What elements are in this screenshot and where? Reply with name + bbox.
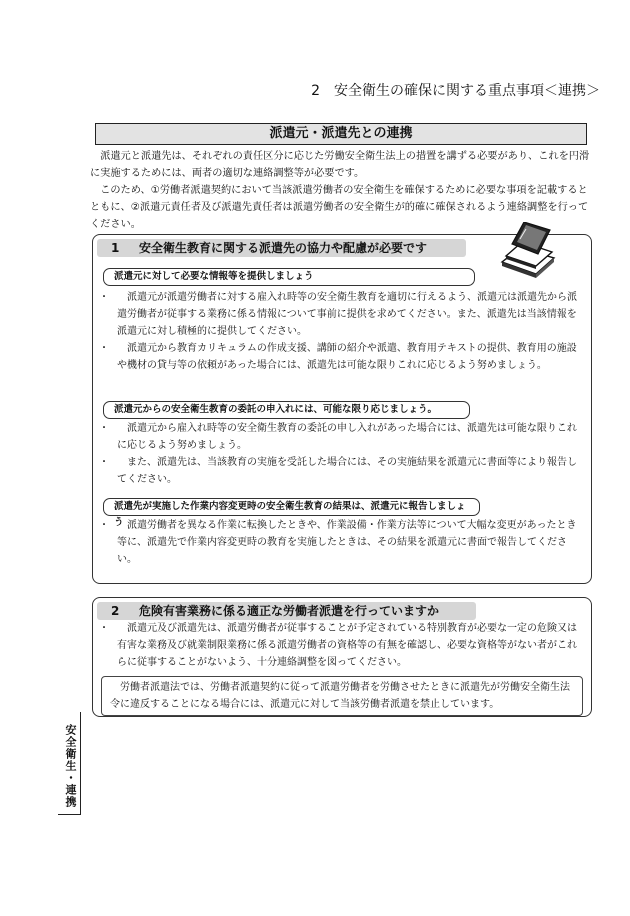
list-item-text: また、派遣先は、当該教育の実施を受託した場合には、その実施結果を派遣元に書面等により報告してください。 [117, 457, 577, 485]
list-item-text: 派遣元及び派遣先は、派遣労働者が従事することが予定されている特別教育が必要な一定の危険又は有害な業務及び就業制限業務に係る派遣労働者の資格等の有無を確認し、必要な資格等がない者がこれらに従事することがないよう、十分連絡調整を図ってください。 [117, 623, 577, 668]
section-number: 2 [111, 604, 120, 618]
legal-note: 労働者派遣法では、労働者派遣契約に従って派遣労働者を労働させたときに派遣先が労働安全衛生法令に違反することになる場合には、派遣元に対して当該労働者派遣を禁止しています。 [101, 676, 583, 716]
bullet-mark: ・ [99, 623, 109, 634]
section-title-text: 危険有害業務に係る適正な労働者派遣を行っていますか [139, 604, 440, 618]
list-item [99, 454, 581, 488]
bullet-mark: ・ [99, 423, 109, 434]
side-tab-mark [80, 712, 81, 718]
list-item-text: 派遣元から教育カリキュラムの作成支援、講師の紹介や派遣、教育用テキストの提供、教育用の施設や機材の貸与等の依頼があった場合には、派遣先は可能な限りこれに応じるよう努めましょう。 [117, 343, 577, 371]
list-item-text: 派遣労働者を異なる作業に転換したときや、作業設備・作業方法等について大幅な変更があったとき等に、派遣先で作業内容変更時の教育を実施したときは、その結果を派遣元に書面で報告してください。 [117, 520, 577, 565]
intro-paragraph: 派遣元と派遣先は、それぞれの責任区分に応じた労働安全衛生法上の措置を講ずる必要があり、これを円滑に実施するためには、両者の適切な連絡調整等が必要です。 [90, 151, 590, 179]
section-hazardous-work [92, 597, 592, 717]
bullet-list [99, 620, 581, 671]
bullet-list [99, 517, 581, 568]
side-tab [58, 716, 81, 815]
bullet-mark: ・ [99, 343, 109, 354]
section-title [97, 239, 466, 257]
list-item [99, 289, 581, 340]
subheading-report-results: 派遣先が実施した作業内容変更時の安全衛生教育の結果は、派遣元に報告しましょう [103, 498, 480, 516]
books-illustration [496, 222, 556, 278]
section-number: 1 [111, 241, 120, 255]
page-header: 2 安全衛生の確保に関する重点事項＜連携＞ [311, 83, 600, 99]
bullet-mark: ・ [99, 292, 109, 303]
section-title [97, 602, 476, 620]
list-item [99, 620, 581, 671]
list-item [99, 340, 581, 374]
subheading-provide-info: 派遣元に対して必要な情報等を提供しましょう [103, 268, 475, 286]
section-education-cooperation [92, 234, 592, 584]
bullet-mark: ・ [99, 457, 109, 468]
intro-text [90, 148, 590, 233]
bullet-mark: ・ [99, 520, 109, 531]
subheading-accept-consignment: 派遣元からの安全衛生教育の委託の申入れには、可能な限り応じましょう。 [103, 401, 470, 419]
intro-paragraph: このため、①労働者派遣契約において当該派遣労働者の安全衛生を確保するために必要な事項を記載するとともに、②派遣元責任者及び派遣先責任者は派遣労働者の安全衛生が的確に確保されるよう連絡調整を行ってください。 [90, 185, 589, 230]
side-tab-label: 安全衛生・連携 [64, 724, 77, 808]
bullet-list [99, 289, 581, 374]
page-title: 派遣元・派遣先との連携 [95, 123, 587, 145]
section-title-text: 安全衛生教育に関する派遣先の協力や配慮が必要です [139, 241, 428, 255]
list-item [99, 420, 581, 454]
list-item [99, 517, 581, 568]
list-item-text: 派遣元から雇入れ時等の安全衛生教育の委託の申し入れがあった場合には、派遣先は可能な限りこれに応じるよう努めましょう。 [117, 423, 577, 451]
list-item-text: 派遣元が派遣労働者に対する雇入れ時等の安全衛生教育を適切に行えるよう、派遣元は派遣先から派遣労働者が従事する業務に係る情報について事前に提供を求めてください。また、派遣先は当該情報を派遣元に対し積極的に提供してください。 [117, 292, 577, 337]
bullet-list [99, 420, 581, 488]
